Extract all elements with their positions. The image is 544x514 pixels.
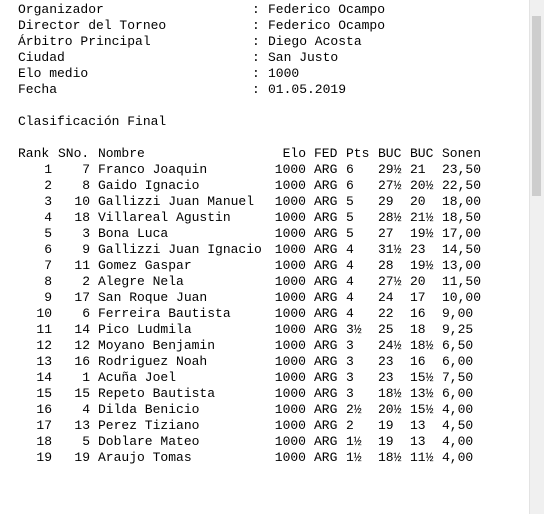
sno-cell: 19 <box>74 450 90 465</box>
player-name-cell: Gomez Gaspar <box>98 258 192 273</box>
rank-cell: 8 <box>44 274 52 289</box>
table-row <box>18 402 518 418</box>
player-name-cell: Rodriguez Noah <box>98 354 208 369</box>
pts-cell: 6 <box>346 162 354 177</box>
buc-2-cell: 19½ <box>410 258 434 273</box>
table-row <box>18 450 518 466</box>
info-value: San Justo <box>268 50 339 65</box>
player-name-cell: Perez Tiziano <box>98 418 200 433</box>
sonen-cell: 9,25 <box>442 322 474 337</box>
sonen-cell: 17,00 <box>442 226 482 241</box>
buc-2-cell: 18 <box>410 322 426 337</box>
table-row <box>18 258 518 274</box>
info-label: Árbitro Principal <box>18 34 151 49</box>
pts-cell: 4 <box>346 242 354 257</box>
player-name-cell: Alegre Nela <box>98 274 184 289</box>
fed-cell: ARG <box>314 306 338 321</box>
elo-cell: 1000 <box>274 290 306 305</box>
sonen-cell: 13,00 <box>442 258 482 273</box>
table-row <box>18 194 518 210</box>
info-separator: : <box>252 2 260 17</box>
section-title: Clasificación Final <box>18 114 167 129</box>
fed-cell: ARG <box>314 386 338 401</box>
sonen-cell: 6,00 <box>442 386 474 401</box>
sonen-cell: 11,50 <box>442 274 482 289</box>
sonen-cell: 4,00 <box>442 434 474 449</box>
buc-2-cell: 23 <box>410 242 426 257</box>
info-separator: : <box>252 34 260 49</box>
player-name-cell: Dilda Benicio <box>98 402 200 417</box>
sonen-cell: 4,00 <box>442 402 474 417</box>
elo-cell: 1000 <box>274 226 306 241</box>
buc-2-cell: 19½ <box>410 226 434 241</box>
player-name-cell: Bona Luca <box>98 226 169 241</box>
player-name-cell: Pico Ludmila <box>98 322 192 337</box>
info-separator: : <box>252 18 260 33</box>
rank-cell: 16 <box>36 402 52 417</box>
table-row <box>18 306 518 322</box>
buc-2-cell: 13 <box>410 418 426 433</box>
fed-cell: ARG <box>314 370 338 385</box>
fed-cell: ARG <box>314 290 338 305</box>
rank-cell: 13 <box>36 354 52 369</box>
fed-cell: ARG <box>314 210 338 225</box>
rank-cell: 4 <box>44 210 52 225</box>
pts-cell: 3 <box>346 370 354 385</box>
sonen-cell: 23,50 <box>442 162 482 177</box>
buc-1-cell: 27 <box>378 226 394 241</box>
fed-cell: ARG <box>314 226 338 241</box>
buc-1-cell: 28½ <box>378 210 402 225</box>
player-name-cell: Gaido Ignacio <box>98 178 200 193</box>
buc-1-cell: 28 <box>378 258 394 273</box>
col-rank: Rank <box>18 146 50 161</box>
sno-cell: 17 <box>74 290 90 305</box>
player-name-cell: Gallizzi Juan Ignacio <box>98 242 262 257</box>
elo-cell: 1000 <box>274 402 306 417</box>
col-fed: FED <box>314 146 338 161</box>
pts-cell: 4 <box>346 290 354 305</box>
col-sno: SNo. <box>58 146 90 161</box>
pts-cell: 6 <box>346 178 354 193</box>
table-row <box>18 210 518 226</box>
player-name-cell: Acuña Joel <box>98 370 177 385</box>
fed-cell: ARG <box>314 418 338 433</box>
buc-1-cell: 23 <box>378 354 394 369</box>
buc-1-cell: 19 <box>378 434 394 449</box>
sonen-cell: 10,00 <box>442 290 482 305</box>
buc-2-cell: 20 <box>410 274 426 289</box>
elo-cell: 1000 <box>274 178 306 193</box>
table-row <box>18 226 518 242</box>
elo-cell: 1000 <box>274 306 306 321</box>
player-name-cell: Repeto Bautista <box>98 386 216 401</box>
info-separator: : <box>252 50 260 65</box>
col-buc-1: BUC <box>378 146 402 161</box>
table-row <box>18 322 518 338</box>
sonen-cell: 6,00 <box>442 354 474 369</box>
player-name-cell: Doblare Mateo <box>98 434 200 449</box>
sno-cell: 15 <box>74 386 90 401</box>
buc-2-cell: 13 <box>410 434 426 449</box>
buc-2-cell: 21 <box>410 162 426 177</box>
buc-2-cell: 15½ <box>410 402 434 417</box>
sno-cell: 5 <box>82 434 90 449</box>
elo-cell: 1000 <box>274 338 306 353</box>
info-value: 1000 <box>268 66 300 81</box>
elo-cell: 1000 <box>274 434 306 449</box>
fed-cell: ARG <box>314 258 338 273</box>
table-row <box>18 386 518 402</box>
sonen-cell: 22,50 <box>442 178 482 193</box>
info-separator: : <box>252 82 260 97</box>
sonen-cell: 6,50 <box>442 338 474 353</box>
buc-1-cell: 23 <box>378 370 394 385</box>
sonen-cell: 4,50 <box>442 418 474 433</box>
pts-cell: 5 <box>346 194 354 209</box>
elo-cell: 1000 <box>274 162 306 177</box>
info-value: Federico Ocampo <box>268 18 386 33</box>
col-name: Nombre <box>98 146 145 161</box>
player-name-cell: San Roque Juan <box>98 290 208 305</box>
standings-header <box>18 146 518 162</box>
player-name-cell: Villareal Agustin <box>98 210 231 225</box>
buc-1-cell: 20½ <box>378 402 402 417</box>
pts-cell: 2½ <box>346 402 362 417</box>
rank-cell: 19 <box>36 450 52 465</box>
buc-1-cell: 24½ <box>378 338 402 353</box>
buc-1-cell: 18½ <box>378 450 402 465</box>
table-row <box>18 354 518 370</box>
fed-cell: ARG <box>314 274 338 289</box>
buc-1-cell: 25 <box>378 322 394 337</box>
pts-cell: 1½ <box>346 450 362 465</box>
info-label: Elo medio <box>18 66 89 81</box>
table-row <box>18 418 518 434</box>
buc-2-cell: 11½ <box>410 450 434 465</box>
sno-cell: 8 <box>82 178 90 193</box>
sno-cell: 9 <box>82 242 90 257</box>
fed-cell: ARG <box>314 338 338 353</box>
rank-cell: 10 <box>36 306 52 321</box>
sonen-cell: 4,00 <box>442 450 474 465</box>
info-value: 01.05.2019 <box>268 82 347 97</box>
elo-cell: 1000 <box>274 274 306 289</box>
pts-cell: 3½ <box>346 322 362 337</box>
sno-cell: 10 <box>74 194 90 209</box>
elo-cell: 1000 <box>274 418 306 433</box>
rank-cell: 1 <box>44 162 52 177</box>
fed-cell: ARG <box>314 194 338 209</box>
rank-cell: 6 <box>44 242 52 257</box>
info-label: Organizador <box>18 2 104 17</box>
buc-1-cell: 27½ <box>378 178 402 193</box>
pts-cell: 1½ <box>346 434 362 449</box>
buc-2-cell: 21½ <box>410 210 434 225</box>
vertical-scrollbar[interactable] <box>529 0 544 514</box>
sno-cell: 18 <box>74 210 90 225</box>
elo-cell: 1000 <box>274 194 306 209</box>
table-row <box>18 290 518 306</box>
sno-cell: 7 <box>82 162 90 177</box>
sno-cell: 14 <box>74 322 90 337</box>
sno-cell: 4 <box>82 402 90 417</box>
pts-cell: 3 <box>346 338 354 353</box>
info-label: Director del Torneo <box>18 18 167 33</box>
sno-cell: 12 <box>74 338 90 353</box>
table-row <box>18 338 518 354</box>
rank-cell: 12 <box>36 338 52 353</box>
rank-cell: 15 <box>36 386 52 401</box>
pts-cell: 4 <box>346 306 354 321</box>
col-buc-2: BUC <box>410 146 434 161</box>
rank-cell: 18 <box>36 434 52 449</box>
sno-cell: 1 <box>82 370 90 385</box>
sno-cell: 6 <box>82 306 90 321</box>
col-pts: Pts <box>346 146 370 161</box>
buc-2-cell: 16 <box>410 354 426 369</box>
table-row <box>18 178 518 194</box>
table-row <box>18 370 518 386</box>
buc-1-cell: 31½ <box>378 242 402 257</box>
rank-cell: 2 <box>44 178 52 193</box>
info-value: Diego Acosta <box>268 34 362 49</box>
table-row <box>18 242 518 258</box>
rank-cell: 11 <box>36 322 52 337</box>
player-name-cell: Franco Joaquin <box>98 162 208 177</box>
player-name-cell: Araujo Tomas <box>98 450 192 465</box>
player-name-cell: Ferreira Bautista <box>98 306 231 321</box>
buc-2-cell: 16 <box>410 306 426 321</box>
scrollbar-thumb[interactable] <box>532 16 541 196</box>
sonen-cell: 14,50 <box>442 242 482 257</box>
rank-cell: 17 <box>36 418 52 433</box>
fed-cell: ARG <box>314 450 338 465</box>
col-sonen: Sonen <box>442 146 482 161</box>
pts-cell: 5 <box>346 210 354 225</box>
info-label: Ciudad <box>18 50 65 65</box>
pts-cell: 4 <box>346 258 354 273</box>
table-row <box>18 162 518 178</box>
buc-1-cell: 29 <box>378 194 394 209</box>
fed-cell: ARG <box>314 242 338 257</box>
buc-1-cell: 18½ <box>378 386 402 401</box>
pts-cell: 5 <box>346 226 354 241</box>
sno-cell: 11 <box>74 258 90 273</box>
elo-cell: 1000 <box>274 258 306 273</box>
player-name-cell: Moyano Benjamin <box>98 338 216 353</box>
rank-cell: 14 <box>36 370 52 385</box>
buc-2-cell: 20½ <box>410 178 434 193</box>
rank-cell: 3 <box>44 194 52 209</box>
buc-1-cell: 19 <box>378 418 394 433</box>
fed-cell: ARG <box>314 354 338 369</box>
rank-cell: 9 <box>44 290 52 305</box>
sonen-cell: 9,00 <box>442 306 474 321</box>
elo-cell: 1000 <box>274 370 306 385</box>
buc-2-cell: 17 <box>410 290 426 305</box>
sonen-cell: 7,50 <box>442 370 474 385</box>
elo-cell: 1000 <box>274 354 306 369</box>
fed-cell: ARG <box>314 162 338 177</box>
fed-cell: ARG <box>314 322 338 337</box>
buc-1-cell: 22 <box>378 306 394 321</box>
buc-2-cell: 20 <box>410 194 426 209</box>
sno-cell: 13 <box>74 418 90 433</box>
elo-cell: 1000 <box>274 210 306 225</box>
sno-cell: 3 <box>82 226 90 241</box>
pts-cell: 4 <box>346 274 354 289</box>
elo-cell: 1000 <box>274 450 306 465</box>
buc-2-cell: 15½ <box>410 370 434 385</box>
fed-cell: ARG <box>314 178 338 193</box>
pts-cell: 2 <box>346 418 354 433</box>
table-row <box>18 274 518 290</box>
info-label: Fecha <box>18 82 58 97</box>
col-elo: Elo <box>282 146 306 161</box>
elo-cell: 1000 <box>274 322 306 337</box>
elo-cell: 1000 <box>274 386 306 401</box>
pts-cell: 3 <box>346 386 354 401</box>
sonen-cell: 18,00 <box>442 194 482 209</box>
buc-1-cell: 29½ <box>378 162 402 177</box>
buc-2-cell: 18½ <box>410 338 434 353</box>
table-row <box>18 434 518 450</box>
rank-cell: 7 <box>44 258 52 273</box>
buc-1-cell: 27½ <box>378 274 402 289</box>
elo-cell: 1000 <box>274 242 306 257</box>
sno-cell: 2 <box>82 274 90 289</box>
info-separator: : <box>252 66 260 81</box>
fed-cell: ARG <box>314 402 338 417</box>
sonen-cell: 18,50 <box>442 210 482 225</box>
player-name-cell: Gallizzi Juan Manuel <box>98 194 255 209</box>
pts-cell: 3 <box>346 354 354 369</box>
fed-cell: ARG <box>314 434 338 449</box>
sno-cell: 16 <box>74 354 90 369</box>
info-value: Federico Ocampo <box>268 2 386 17</box>
buc-2-cell: 13½ <box>410 386 434 401</box>
buc-1-cell: 24 <box>378 290 394 305</box>
rank-cell: 5 <box>44 226 52 241</box>
